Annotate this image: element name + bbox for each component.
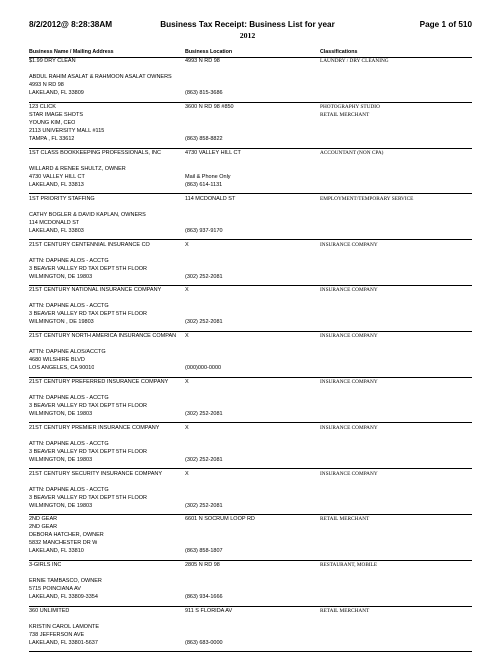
business-record xyxy=(29,286,472,332)
business-classification: INSURANCE COMPANY xyxy=(320,424,378,431)
business-name: 21ST CENTURY PREMIER INSURANCE COMPANY xyxy=(29,424,160,431)
mailing-address-line: 2113 UNIVERSITY MALL #115 xyxy=(29,128,105,135)
business-phone: (863) 934-1666 xyxy=(185,594,223,601)
mailing-address-line: KRISTIN CAROL LAMONTE xyxy=(29,623,100,630)
business-name: 21ST CENTURY NATIONAL INSURANCE COMPANY xyxy=(29,287,162,294)
business-list xyxy=(29,57,472,652)
business-location: 6601 N SOCRUM LOOP RD xyxy=(185,516,255,523)
business-name: 123 CLICK xyxy=(29,104,56,111)
column-header-classification: Classifications xyxy=(320,49,358,55)
report-date: 8/2/2012@ 8:28:38AM xyxy=(29,20,113,29)
mailing-address-line: WILMINGTON, DE 19803 xyxy=(29,502,93,509)
business-classification: RETAIL MERCHANT xyxy=(320,516,370,523)
mailing-address-line: ATTN: DAPHNE ALOS - ACCTG xyxy=(29,486,109,493)
mailing-address-line: WILMINGTON, DE 19803 xyxy=(29,410,93,417)
mailing-address-line: CATHY BOGLER & DAVID KAPLAN, OWNERS xyxy=(29,211,146,218)
mailing-address-line: 3 BEAVER VALLEY RD TAX DEPT 5TH FLOOR xyxy=(29,402,147,409)
business-location: 114 MCDONALD ST xyxy=(185,195,236,202)
business-phone: (302) 252-2081 xyxy=(185,319,223,326)
business-record xyxy=(29,332,472,378)
business-phone: (863) 614-1131 xyxy=(185,181,223,188)
report-year: 2012 xyxy=(239,31,256,40)
business-name: 2ND GEAR xyxy=(29,516,58,523)
business-classification: RETAIL MERCHANT xyxy=(320,112,370,119)
business-classification: INSURANCE COMPANY xyxy=(320,333,378,340)
business-classification: INSURANCE COMPANY xyxy=(320,378,378,385)
mailing-address-line: LAKELAND, FL 33810 xyxy=(29,548,84,555)
business-record xyxy=(29,607,472,652)
mailing-address-line: LAKELAND, FL 33803 xyxy=(29,227,84,234)
business-phone: (302) 252-2081 xyxy=(185,456,223,463)
business-location: Mail & Phone Only xyxy=(185,173,231,180)
mailing-address-line: STAR IMAGE SHOTS xyxy=(29,112,83,119)
business-name: 21ST CENTURY SECURITY INSURANCE COMPANY xyxy=(29,470,163,477)
mailing-address-line: 4993 N RD 98 xyxy=(29,82,64,89)
mailing-address-line: 114 MCDONALD ST xyxy=(29,219,80,226)
business-classification: LAUNDRY / DRY CLEANING xyxy=(320,58,389,65)
mailing-address-line: 5715 POINCIANA AV xyxy=(29,586,81,593)
mailing-address-line: WILLARD & RENEE SHULTZ, OWNER xyxy=(29,165,126,172)
business-classification: INSURANCE COMPANY xyxy=(320,241,378,248)
business-name: 21ST CENTURY NORTH AMERICA INSURANCE COMPAN xyxy=(29,333,177,340)
mailing-address-line: DEBORA HATCHER, OWNER xyxy=(29,532,104,539)
business-name: 3-GIRLS INC xyxy=(29,562,62,569)
mailing-address-line: ATTN: DAPHNE ALOS - ACCTG xyxy=(29,440,109,447)
business-location: X xyxy=(185,470,189,477)
business-location: X xyxy=(185,287,189,294)
mailing-address-line: LAKELAND, FL 33813 xyxy=(29,181,84,188)
business-location: X xyxy=(185,333,189,340)
business-phone: (863) 858-8822 xyxy=(185,136,223,143)
mailing-address-line: 3 BEAVER VALLEY RD TAX DEPT 5TH FLOOR xyxy=(29,311,147,318)
mailing-address-line: LAKELAND, FL 33809-3354 xyxy=(29,594,98,601)
page-number: Page 1 of 510 xyxy=(419,20,472,29)
business-phone: (000)000-0000 xyxy=(185,365,222,372)
business-name: $1.99 DRY CLEAN xyxy=(29,58,76,65)
mailing-address-line: ATTN: DAPHNE ALOS/ACCTG xyxy=(29,349,106,356)
mailing-address-line: WILMINGTON, DE 19803 xyxy=(29,273,93,280)
mailing-address-line: WILMINGTON, DE 19803 xyxy=(29,456,93,463)
column-header-name: Business Name / Mailing Address xyxy=(29,49,114,55)
business-record xyxy=(29,378,472,424)
business-phone: (863) 683-0000 xyxy=(185,639,223,646)
mailing-address-line: 2ND GEAR xyxy=(29,524,58,531)
business-location: 4730 VALLEY HILL CT xyxy=(185,149,241,156)
business-phone: (302) 252-2081 xyxy=(185,502,223,509)
business-location: 911 S FLORIDA AV xyxy=(185,607,233,614)
business-location: X xyxy=(185,241,189,248)
mailing-address-line: ERNIE TAMBASCO, OWNER xyxy=(29,578,102,585)
business-name: 360 UNLIMITED xyxy=(29,607,70,614)
mailing-address-line: ABDUL RAHIM ASALAT & RAHMOON ASALAT OWNERS xyxy=(29,74,172,81)
mailing-address-line: ATTN: DAPHNE ALOS - ACCTG xyxy=(29,257,109,264)
business-name: 21ST CENTURY CENTENNIAL INSURANCE CO xyxy=(29,241,150,248)
mailing-address-line: ATTN: DAPHNE ALOS - ACCTG xyxy=(29,394,109,401)
mailing-address-line: 3 BEAVER VALLEY RD TAX DEPT 5TH FLOOR xyxy=(29,494,147,501)
business-classification: INSURANCE COMPANY xyxy=(320,470,378,477)
business-classification: INSURANCE COMPANY xyxy=(320,287,378,294)
business-classification: RESTAURANT, MOBILE xyxy=(320,562,378,569)
mailing-address-line: 3 BEAVER VALLEY RD TAX DEPT 5TH FLOOR xyxy=(29,448,147,455)
business-record xyxy=(29,515,472,561)
business-location: 4993 N RD 98 xyxy=(185,58,220,65)
business-phone: (863) 858-1807 xyxy=(185,548,223,555)
mailing-address-line: 4680 WILSHIRE BLVD xyxy=(29,357,85,364)
business-record xyxy=(29,57,472,103)
business-classification: EMPLOYMENT/TEMPORARY SERVICE xyxy=(320,195,414,202)
mailing-address-line: 738 JEFFERSON AVE xyxy=(29,631,85,638)
business-record xyxy=(29,469,472,515)
business-location: 3600 N RD 98 #850 xyxy=(185,104,234,111)
business-record xyxy=(29,240,472,286)
business-name: 1ST PRIORITY STAFFING xyxy=(29,195,95,202)
report-title: Business Tax Receipt: Business List for year xyxy=(160,20,335,29)
business-classification: PHOTOGRAPHY STUDIO xyxy=(320,104,380,111)
business-phone: (863) 937-9170 xyxy=(185,227,223,234)
mailing-address-line: 4730 VALLEY HILL CT xyxy=(29,173,85,180)
business-record xyxy=(29,423,472,469)
mailing-address-line: WILMINGTON , DE 19803 xyxy=(29,319,94,326)
mailing-address-line: LAKELAND, FL 33801-5637 xyxy=(29,639,98,646)
business-location: 2805 N RD 98 xyxy=(185,562,220,569)
business-phone: (863) 815-3686 xyxy=(185,90,223,97)
business-location: X xyxy=(185,378,189,385)
business-record xyxy=(29,103,472,149)
business-record xyxy=(29,149,472,195)
business-phone: (302) 252-2081 xyxy=(185,410,223,417)
mailing-address-line: 3 BEAVER VALLEY RD TAX DEPT 5TH FLOOR xyxy=(29,265,147,272)
business-name: 21ST CENTURY PREFERRED INSURANCE COMPANY xyxy=(29,378,169,385)
mailing-address-line: TAMPA , FL 33612 xyxy=(29,136,75,143)
business-classification: RETAIL MERCHANT xyxy=(320,607,370,614)
mailing-address-line: 5832 MANCHESTER DR W xyxy=(29,540,98,547)
mailing-address-line: ATTN: DAPHNE ALOS - ACCTG xyxy=(29,303,109,310)
mailing-address-line: LAKELAND, FL 33809 xyxy=(29,90,84,97)
business-phone: (302) 252-2081 xyxy=(185,273,223,280)
column-header-location: Business Location xyxy=(185,49,233,55)
business-name: 1ST CLASS BOOKKEEPING PROFESSIONALS, INC xyxy=(29,149,161,156)
mailing-address-line: YOUNG KIM, CEO xyxy=(29,120,76,127)
business-record xyxy=(29,561,472,607)
business-classification: ACCOUNTANT (NON CPA) xyxy=(320,149,384,156)
mailing-address-line: LOS ANGELES, CA 90010 xyxy=(29,365,95,372)
business-location: X xyxy=(185,424,189,431)
business-record xyxy=(29,194,472,240)
